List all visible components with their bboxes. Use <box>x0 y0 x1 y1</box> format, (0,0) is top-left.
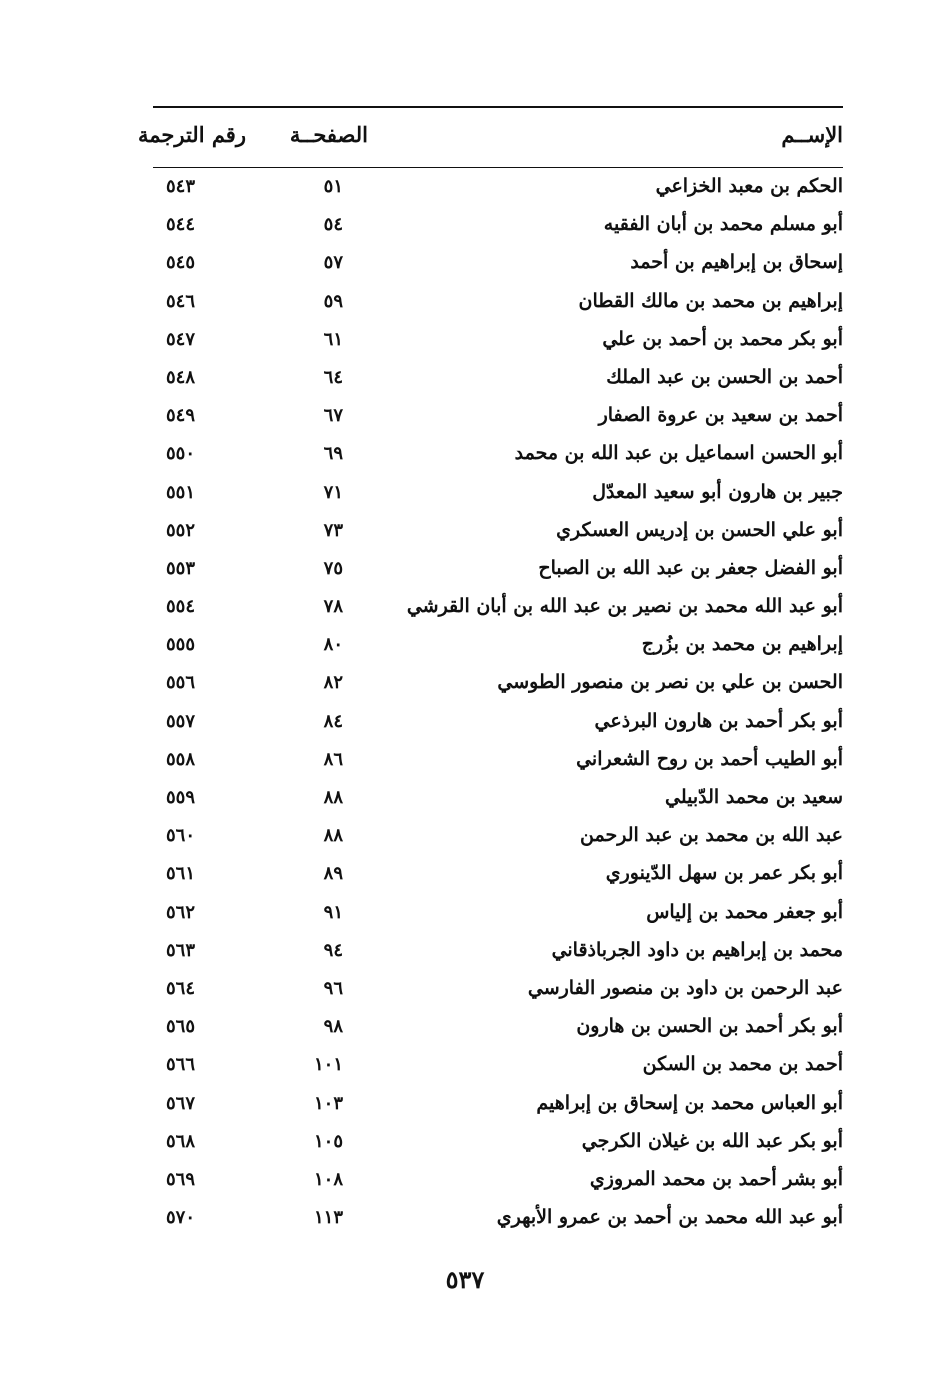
number-column-header: رقم الترجمة <box>137 122 246 147</box>
entry-page: ٦٤ <box>323 366 343 388</box>
entry-number: ٥٦٧ <box>165 1092 195 1114</box>
entry-name: أبو الطيب أحمد بن روح الشعراني <box>576 747 843 770</box>
page-number: ٥٣٧ <box>445 1265 485 1294</box>
entry-page: ٩٦ <box>323 977 343 999</box>
table-row <box>153 170 843 208</box>
entry-page: ٦٧ <box>323 405 343 427</box>
entry-number: ٥٤٥ <box>165 252 195 274</box>
entry-name: جبير بن هارون أبو سعيد المعدّل <box>592 480 843 503</box>
entry-name: أحمد بن محمد بن السكن <box>642 1053 843 1076</box>
table-row <box>153 437 843 475</box>
entry-page: ٥٤ <box>323 214 343 236</box>
table-row <box>153 285 843 323</box>
entry-name: عبد الله بن محمد بن عبد الرحمن <box>580 824 843 847</box>
table-row <box>153 361 843 399</box>
top-rule <box>153 106 843 108</box>
entry-name: محمد بن إبراهيم بن داود الجرباذقاني <box>551 938 843 961</box>
table-row <box>153 208 843 246</box>
entry-page: ٨٦ <box>323 748 343 770</box>
table-row <box>153 857 843 895</box>
entry-number: ٥٦٦ <box>165 1054 195 1076</box>
entry-page: ١٠٥ <box>313 1130 343 1152</box>
entry-name: سعيد بن محمد الدّبيلي <box>665 786 843 808</box>
table-row <box>153 666 843 704</box>
entry-name: إسحاق بن إبراهيم بن أحمد <box>630 251 843 274</box>
table-header <box>137 112 843 162</box>
page-column-header: الصفحــة <box>289 122 368 147</box>
entry-number: ٥٦٥ <box>165 1016 195 1038</box>
entry-page: ٥٧ <box>323 252 343 274</box>
table-row <box>153 399 843 437</box>
table-row <box>153 1201 843 1239</box>
entry-name: إبراهيم بن محمد بن بزُرج <box>641 633 843 656</box>
entry-name: أبو بكر أحمد بن الحسن بن هارون <box>576 1015 843 1038</box>
entry-number: ٥٥٠ <box>165 443 195 465</box>
entry-page: ٧٣ <box>323 519 343 541</box>
entry-number: ٥٤٣ <box>165 176 195 197</box>
table-row <box>153 819 843 857</box>
entry-number: ٥٦٠ <box>165 825 195 847</box>
entry-number: ٥٧٠ <box>165 1207 195 1229</box>
entry-name: أبو مسلم محمد بن أبان الفقيه <box>603 213 843 236</box>
name-column-header: الإســم <box>781 122 843 147</box>
table-row <box>153 323 843 361</box>
entry-page: ١٠٣ <box>313 1092 343 1114</box>
table-row <box>153 896 843 934</box>
entry-page: ٨٠ <box>323 634 343 656</box>
entry-number: ٥٦٢ <box>165 901 195 923</box>
entry-name: الحسن بن علي بن نصر بن منصور الطوسي <box>497 671 843 694</box>
entry-number: ٥٥٥ <box>165 634 195 656</box>
table-row <box>153 1048 843 1086</box>
entry-page: ١٠٨ <box>313 1168 343 1190</box>
entry-number: ٥٥٨ <box>165 748 195 770</box>
index-table <box>153 170 843 1239</box>
table-row <box>153 743 843 781</box>
entry-page: ٧٥ <box>323 557 343 579</box>
table-row <box>153 552 843 590</box>
entry-number: ٥٥٧ <box>165 710 195 732</box>
entry-page: ٩٤ <box>323 939 343 961</box>
entry-number: ٥٥٦ <box>165 672 195 694</box>
entry-page: ٨٩ <box>323 863 343 885</box>
table-row <box>153 514 843 552</box>
entry-name: أبو عبد الله محمد بن أحمد بن عمرو الأبهري <box>496 1206 843 1229</box>
entry-number: ٥٦٨ <box>165 1130 195 1152</box>
entry-page: ٦٩ <box>323 443 343 465</box>
entry-page: ١٠١ <box>313 1054 343 1076</box>
table-row <box>153 628 843 666</box>
entry-page: ٨٨ <box>323 787 343 808</box>
entry-number: ٥٦١ <box>165 863 195 885</box>
entry-name: إبراهيم بن محمد بن مالك القطان <box>578 289 843 312</box>
entry-name: أبو العباس محمد بن إسحاق بن إبراهيم <box>536 1091 843 1114</box>
entry-name: أبو جعفر محمد بن إلياس <box>646 900 843 923</box>
table-row <box>153 934 843 972</box>
table-row <box>153 781 843 819</box>
entry-page: ٩١ <box>323 901 343 923</box>
entry-number: ٥٥٢ <box>165 519 195 541</box>
entry-name: أبو بكر محمد بن أحمد بن علي <box>602 327 843 350</box>
table-row <box>153 1087 843 1125</box>
entry-name: الحكم بن معبد الخزاعي <box>655 175 843 197</box>
entry-number: ٥٤٩ <box>165 405 195 427</box>
entry-name: أبو بشر أحمد بن محمد المروزي <box>589 1167 843 1190</box>
entry-page: ٧٨ <box>323 596 343 618</box>
entry-page: ٧١ <box>323 481 343 503</box>
entry-number: ٥٤٦ <box>165 290 195 312</box>
entry-name: أبو الفضل جعفر بن عبد الله بن الصباح <box>538 556 843 579</box>
entry-page: ٨٨ <box>323 825 343 847</box>
table-row <box>153 246 843 284</box>
entry-name: أبو عبد الله محمد بن نصير بن عبد الله بن أبان القرشي <box>406 595 843 618</box>
entry-page: ٨٢ <box>323 672 343 694</box>
entry-page: ٥٩ <box>323 290 343 312</box>
entry-name: أبو الحسن اسماعيل بن عبد الله بن محمد <box>514 442 843 465</box>
entry-number: ٥٤٧ <box>165 328 195 350</box>
entry-name: أبو بكر عبد الله بن غيلان الكرجي <box>581 1129 843 1152</box>
table-row <box>153 972 843 1010</box>
entry-number: ٥٥٩ <box>165 787 195 808</box>
entry-number: ٥٤٤ <box>165 214 195 236</box>
entry-page: ٨٤ <box>323 710 343 732</box>
entry-number: ٥٤٨ <box>165 366 195 388</box>
entry-page: ١١٣ <box>313 1207 343 1229</box>
entry-page: ٩٨ <box>323 1016 343 1038</box>
entry-page: ٦١ <box>323 328 343 350</box>
table-row <box>153 1125 843 1163</box>
entry-number: ٥٥٤ <box>165 596 195 618</box>
table-row <box>153 1010 843 1048</box>
entry-name: عبد الرحمن بن داود بن منصور الفارسي <box>527 976 843 999</box>
entry-name: أبو بكر أحمد بن هارون البرذعي <box>594 709 843 732</box>
entry-number: ٥٥١ <box>165 481 195 503</box>
entry-name: أبو علي الحسن بن إدريس العسكري <box>556 518 843 541</box>
entry-number: ٥٦٤ <box>165 977 195 999</box>
entry-number: ٥٥٣ <box>165 557 195 579</box>
entry-page: ٥١ <box>323 176 343 197</box>
entry-name: أبو بكر عمر بن سهل الدّينوري <box>605 862 843 885</box>
table-row <box>153 476 843 514</box>
entry-name: أحمد بن الحسن بن عبد الملك <box>606 365 843 388</box>
table-row <box>153 705 843 743</box>
header-rule <box>153 167 843 168</box>
entry-number: ٥٦٣ <box>165 939 195 961</box>
table-row <box>153 1163 843 1201</box>
entry-number: ٥٦٩ <box>165 1168 195 1190</box>
table-row <box>153 590 843 628</box>
entry-name: أحمد بن سعيد بن عروة الصفار <box>598 404 843 427</box>
